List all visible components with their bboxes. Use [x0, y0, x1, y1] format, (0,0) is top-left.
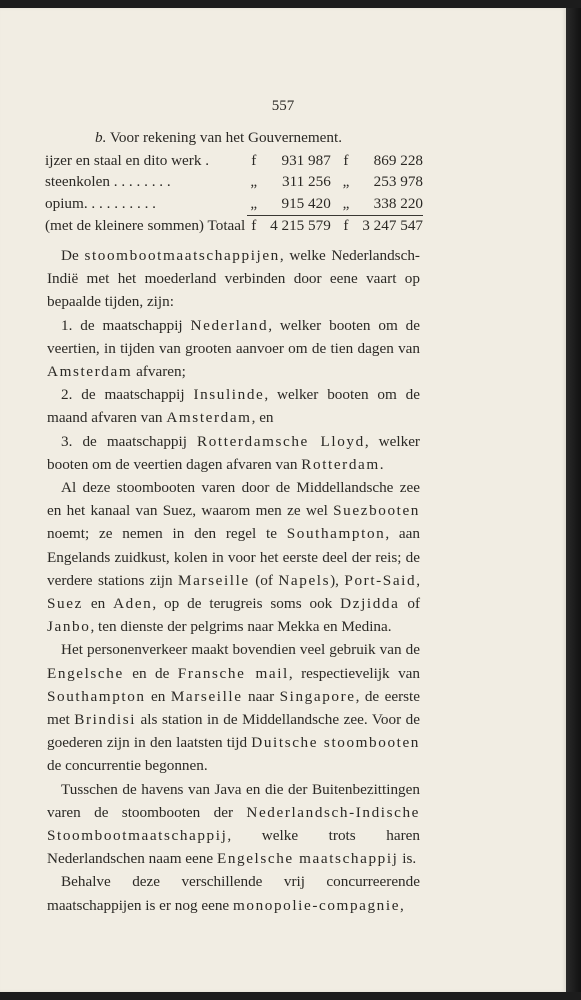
text-run: Behalve deze verschillende vrij concurreerende maatschappijen is er nog eene	[47, 873, 420, 914]
text-run: naar	[242, 687, 280, 705]
row-item: ijzer en staal en dito werk .	[45, 151, 210, 169]
ditto-mark: „	[342, 173, 350, 191]
text-run: de concurrentie begonnen.	[47, 757, 208, 775]
spaced-text: Southampton	[47, 687, 146, 705]
text-run: (of	[249, 571, 279, 589]
spaced-text: Engelsche	[47, 664, 124, 682]
text-run: , welke trots haren Nederlandschen naam eene	[47, 827, 420, 868]
spaced-text: Suez	[47, 595, 83, 613]
text-run: , op de terugreis soms ook	[152, 595, 341, 613]
spaced-text: Fransche mail	[177, 664, 289, 682]
text-run: 1. de maatschappij	[61, 316, 191, 334]
text-run: Tusschen de havens van Java en die der Buitenbezittingen varen de stoombooten der	[47, 780, 420, 821]
text-run: is.	[398, 850, 417, 868]
text-run: als station in de Middellandsche zee. Voor de goederen zijn in den laatsten tijd	[47, 711, 420, 752]
text-run: ),	[330, 571, 345, 589]
paragraph	[47, 476, 420, 638]
value-col1: 931 987	[281, 151, 331, 169]
paragraph	[47, 430, 420, 476]
spaced-text: Suezbooten	[333, 502, 420, 520]
caption-label: b.	[95, 129, 107, 146]
total-label: (met de kleinere sommen) Totaal	[45, 217, 246, 234]
spaced-text: Engelsche maatschappij	[216, 850, 399, 868]
text-run: , en	[251, 409, 274, 427]
text-run: , welke Nederlandsch-Indië met het moederland verbinden door eene vaart op bepaalde tijden, zijn:	[47, 247, 420, 311]
spaced-text: Napels	[278, 571, 331, 589]
ditto-mark: „	[250, 194, 258, 212]
page-edge	[566, 8, 581, 992]
spaced-text: Singapore	[279, 687, 356, 705]
total-col2: 3 247 547	[353, 215, 423, 237]
text-run: , welker booten om de maand afvaren van	[47, 386, 420, 427]
text-run: ,	[416, 571, 420, 589]
spaced-text: monopolie-compagnie	[232, 896, 401, 914]
spaced-text: Dzjidda	[340, 595, 400, 613]
paragraph	[47, 778, 420, 871]
table-caption	[95, 129, 342, 147]
spaced-text: Nederland	[190, 316, 269, 334]
spaced-text: Brindisi	[74, 711, 137, 729]
text-run: , welker booten om de veertien, in tijden van grooten aanvoer om de tien dagen van	[47, 316, 420, 357]
text-run: 3. de maatschappij	[61, 432, 197, 450]
paragraph	[47, 314, 420, 384]
import-table	[45, 150, 423, 237]
value-col1: 311 256	[282, 173, 331, 191]
total-col1: 4 215 579	[261, 215, 339, 237]
text-run: De	[61, 247, 85, 264]
spaced-text: Marseille	[170, 687, 243, 705]
value-col1: 915 420	[281, 194, 331, 212]
value-col2: 869 228	[373, 151, 423, 169]
row-item: steenkolen . . . . . . . .	[45, 173, 171, 191]
paragraph	[47, 638, 420, 777]
text-run: noemt; ze nemen in den regel te	[47, 525, 287, 543]
value-col2: 253 978	[373, 173, 423, 191]
table-total-row	[45, 215, 423, 237]
spaced-text: Rotterdam	[301, 455, 380, 473]
text-run: , respectievelijk van	[288, 664, 421, 682]
text-run: 2. de maatschappij	[61, 386, 194, 404]
currency-symbol: f	[251, 151, 257, 169]
ditto-mark: „	[342, 194, 350, 212]
text-run: .	[379, 455, 384, 473]
text-run: , de eerste met	[47, 687, 421, 729]
spaced-text: Southampton	[286, 525, 386, 543]
ditto-mark: „	[250, 173, 258, 191]
paragraph	[47, 870, 420, 916]
text-run: en de	[123, 664, 178, 682]
spaced-text: Amsterdam	[166, 409, 252, 427]
paragraph	[47, 244, 420, 314]
text-run: en	[145, 687, 171, 705]
currency-symbol: f	[343, 151, 349, 169]
text-run: , welker booten om de veertien dagen afvaren van	[47, 432, 420, 473]
text-run: ,	[400, 896, 404, 914]
table-row	[45, 193, 423, 215]
page-number: 557	[271, 98, 295, 114]
row-item: opium. . . . . . . . . .	[45, 195, 156, 212]
text-run: , ten dienste der pelgrims naar Mekka en Medina.	[90, 618, 392, 636]
spaced-text: stoombootmaatschappijen	[84, 247, 280, 264]
spaced-text: Nederlandsch-Indische Stoombootmaatschappij	[47, 803, 420, 845]
spaced-text: Marseille	[178, 571, 250, 589]
spaced-text: Janbo	[47, 618, 91, 636]
caption-text: Voor rekening van het Gouvernement.	[109, 129, 343, 146]
text-run: Al deze stoombooten varen door de Middellandsche zee en het kanaal van Suez, waarom men ze wel	[47, 479, 420, 520]
paragraph	[47, 383, 420, 429]
table-row	[45, 172, 423, 194]
spaced-text: Rotterdamsche Lloyd	[197, 432, 365, 450]
value-col2: 338 220	[373, 194, 423, 212]
text-run: afvaren;	[132, 363, 186, 381]
spaced-text: Port-Said	[344, 571, 417, 589]
text-run: Het personenverkeer maakt bovendien veel gebruik van de	[61, 641, 420, 659]
text-run: , aan Engelands zuidkust, kolen in voor het eerste deel der reis; de verdere stations zijn	[47, 525, 421, 589]
currency-symbol: f	[247, 215, 261, 237]
spaced-text: Insulinde	[193, 386, 265, 404]
spaced-text: Amsterdam	[47, 363, 133, 381]
table-row	[45, 150, 423, 172]
body-text	[47, 244, 420, 917]
text-run: of	[399, 595, 420, 613]
book-page	[0, 8, 566, 992]
spaced-text: Duitsche stoombooten	[251, 734, 420, 752]
currency-symbol: f	[339, 215, 353, 237]
spaced-text: Aden	[113, 595, 153, 613]
text-run: en	[82, 595, 114, 613]
